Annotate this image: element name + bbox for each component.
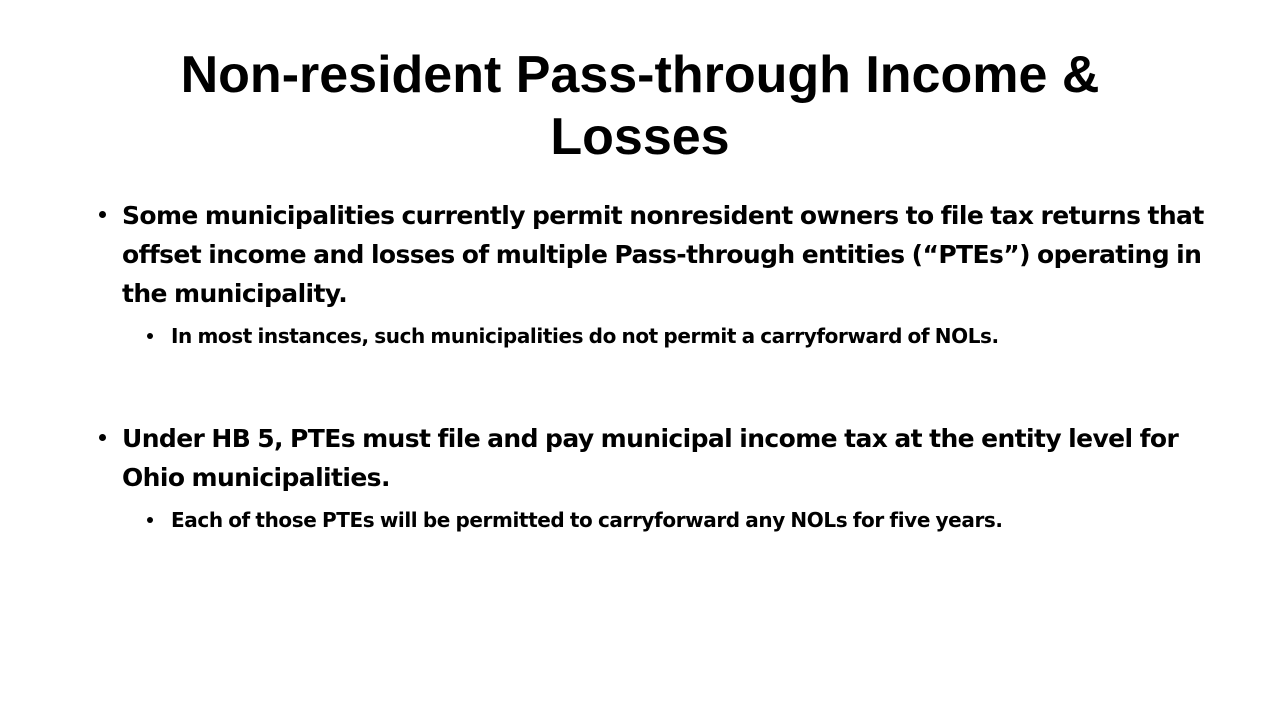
bullet-1 <box>96 196 1206 313</box>
slide-title: Non-resident Pass-through Income & Losses <box>180 46 1100 166</box>
bullet-dot-icon <box>147 333 153 339</box>
bullet-dot-icon <box>99 434 106 441</box>
slide-content <box>96 196 1206 535</box>
bullet-2-text: Under HB 5, PTEs must file and pay municipal income tax at the entity level for Ohio municipalities. <box>122 424 1179 492</box>
sub-bullet-2-text: Each of those PTEs will be permitted to carryforward any NOLs for five years. <box>171 508 1003 532</box>
bullet-1-text: Some municipalities currently permit nonresident owners to file tax returns that offset income and losses of multiple Pass-through entities (“PTEs”) operating in the municipality. <box>122 201 1204 308</box>
bullet-dot-icon <box>99 211 106 218</box>
bullet-2 <box>96 419 1206 497</box>
bullet-dot-icon <box>147 517 153 523</box>
sub-bullet-2 <box>145 505 1206 535</box>
spacer <box>96 351 1206 419</box>
sub-bullet-1 <box>145 321 1206 351</box>
sub-bullet-1-text: In most instances, such municipalities do not permit a carryforward of NOLs. <box>171 324 999 348</box>
